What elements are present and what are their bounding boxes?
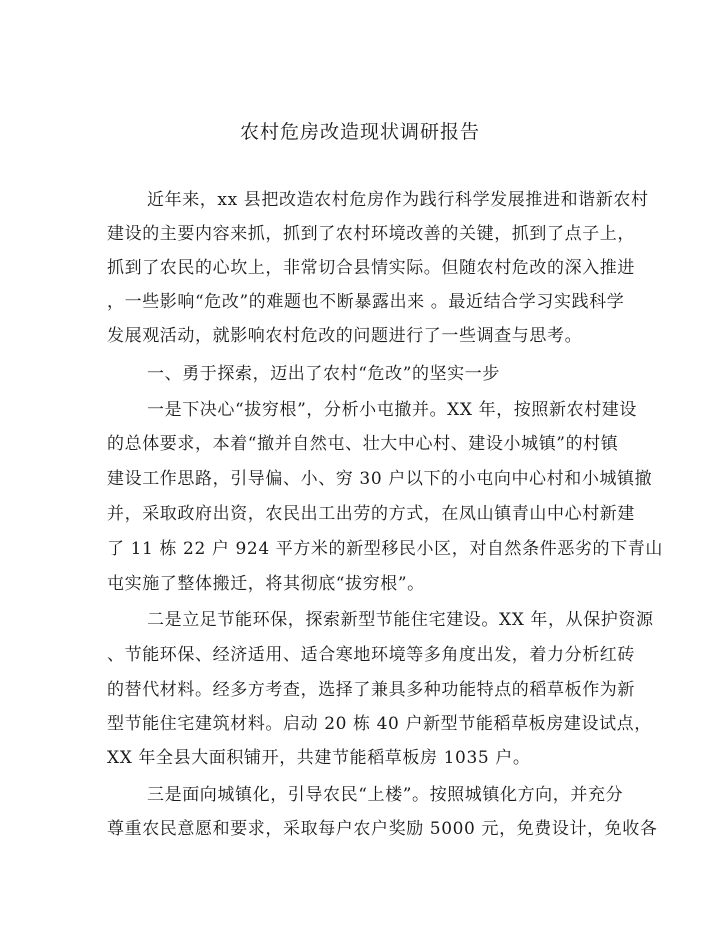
paragraph-line: 的替代材料。经多方考查，选择了兼具多种功能特点的稻草板作为新 [107, 680, 635, 700]
paragraph-line: 了 11 栋 22 户 924 平方米的新型移民小区，对自然条件恶劣的下青山 [107, 539, 663, 559]
paragraph-line: 、节能环保、经济适用、适合寒地环境等多角度出发，着力分析红砖 [107, 645, 635, 665]
paragraph-line: 建设工作思路，引导偏、小、穷 30 户以下的小屯向中心村和小城镇撤 [107, 469, 653, 489]
paragraph-line: 型节能住宅建筑材料。启动 20 栋 40 户新型节能稻草板房建设试点， [107, 714, 652, 734]
paragraph-line: 建设的主要内容来抓，抓到了农村环境改善的关键，抓到了点子上， [107, 224, 635, 244]
paragraph-line: 并，采取政府出资，农民出工出劳的方式，在凤山镇青山中心村新建 [107, 504, 635, 524]
paragraph-line: 的总体要求，本着“撤并自然屯、壮大中心村、建设小城镇”的村镇 [107, 434, 619, 454]
paragraph-line: 尊重农民意愿和要求，采取每户农户奖励 5000 元，免费设计，免收各 [107, 819, 658, 839]
paragraph-line: ，一些影响“危改”的难题也不断暴露出来 。最近结合学习实践科学 [107, 292, 625, 312]
paragraph-line: XX 年全县大面积铺开，共建节能稻草板房 1035 户。 [107, 748, 531, 768]
section-heading: 一、勇于探索，迈出了农村“危改”的坚实一步 [147, 364, 500, 384]
paragraph-line: 二是立足节能环保，探索新型节能住宅建设。XX 年，从保护资源 [147, 610, 654, 630]
paragraph-line: 近年来，xx 县把改造农村危房作为践行科学发展推进和谐新农村 [147, 190, 649, 210]
paragraph-line: 屯实施了整体搬迁，将其彻底“拔穷根”。 [107, 574, 425, 594]
paragraph-line: 发展观活动，就影响农村危改的问题进行了一些调查与思考。 [107, 326, 583, 346]
paragraph-line: 一是下决心“拔穷根”，分析小屯撤并。XX 年，按照新农村建设 [147, 400, 637, 420]
paragraph-line: 三是面向城镇化，引导农民“上楼”。按照城镇化方向，并充分 [147, 785, 624, 805]
paragraph-line: 抓到了农民的心坎上，非常切合县情实际。但随农村危改的深入推进 [107, 258, 635, 278]
document-title: 农村危房改造现状调研报告 [239, 121, 480, 143]
